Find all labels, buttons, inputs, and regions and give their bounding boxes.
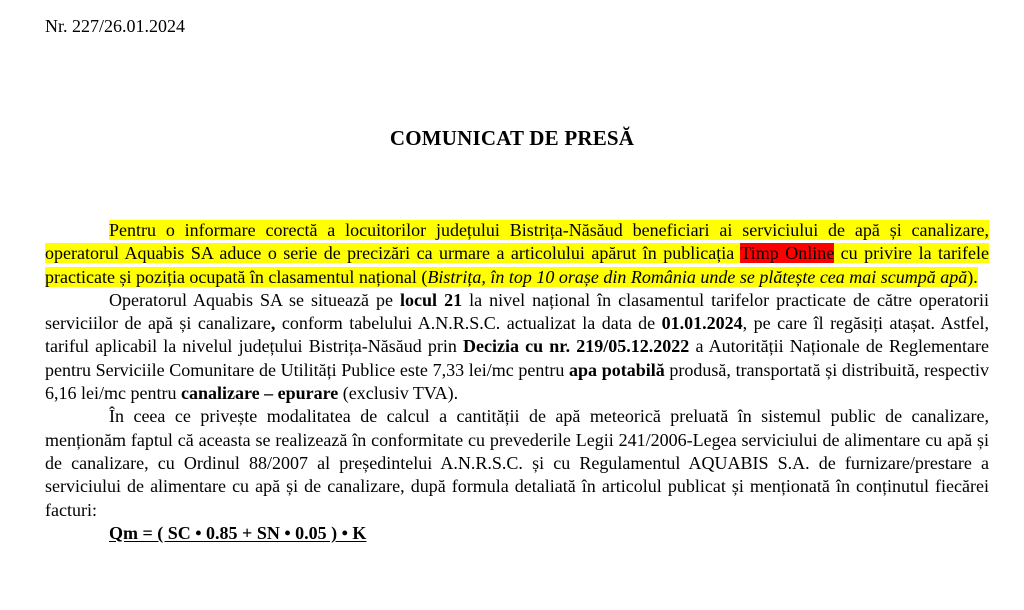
ranking-text-3: conform tabelului A.N.R.S.C. actualizat la data de xyxy=(275,313,662,334)
decision-reference: Decizia cu nr. 219/05.12.2022 xyxy=(463,336,690,357)
formula: Qm = ( SC • 0.85 + SN • 0.05 ) • K xyxy=(109,522,367,543)
paragraph-intro xyxy=(45,219,989,289)
document-body xyxy=(45,219,989,545)
ranking-text-2: la nivel național în clasamentul tarifelor practicate de către operatorii serviciilor de apă și canalizare xyxy=(45,289,990,334)
ranking-date: 01.01.2024 xyxy=(661,313,743,334)
potable-water-label: apa potabilă xyxy=(569,359,665,380)
paragraph-calculation: În ceea ce privește modalitatea de calcul a cantității de apă meteorică preluată în sistemul public de canalizare, menționăm faptul că aceasta se realizează în conformitate cu prevederile Legii 241/2006-Legea serviciului de alimentare cu apă și de canalizare, cu Ordinul 88/2007 al președintelui A.N.R.S.C. și cu Regulamentul AQUABIS S.A. de furnizare/prestare a serviciului de alimentare cu apă și de canalizare, după formula detaliată în articolul publicat și menționată în conținutul fiecărei facturi: xyxy=(45,406,989,520)
sewerage-label: canalizare – epurare xyxy=(180,383,339,404)
highlighted-text xyxy=(45,220,989,287)
ranking-text-4: , pe care îl regăsiți atașat. Astfel, tariful aplicabil la nivelul județului Bistrița-Năsăud prin xyxy=(45,313,989,357)
ranking-text-5: a Autorității Naționale de Reglementare pentru Serviciile Comunitare de Utilități Publice este 7,33 lei/mc pentru xyxy=(45,336,989,380)
document-number: Nr. 227/26.01.2024 xyxy=(45,16,186,36)
intro-text-b: cu privire la tarifele practicate și poziția ocupată în clasamentul național ( xyxy=(45,243,989,287)
document-title: COMUNICAT DE PRESĂ xyxy=(389,126,635,150)
paragraph-ranking xyxy=(45,289,989,405)
article-title-quote: Bistrița, în top 10 orașe din România unde se plătește cea mai scumpă apă xyxy=(427,266,968,287)
ranking-text-7: (exclusiv TVA). xyxy=(338,383,459,404)
ranking-comma: , xyxy=(270,313,276,334)
ranking-position: locul 21 xyxy=(400,289,463,310)
intro-text-c: ). xyxy=(967,266,978,287)
ranking-text-6: produsă, transportată și distribuită, respectiv 6,16 lei/mc pentru xyxy=(45,359,990,404)
publication-name: Timp Online xyxy=(740,243,835,264)
ranking-text-1: Operatorul Aquabis SA se situează pe xyxy=(109,289,401,310)
intro-text-a: Pentru o informare corectă a locuitorilor județului Bistrița-Năsăud beneficiari ai serviciului de apă și canalizare, operatorul Aquabis SA aduce o serie de precizări ca urmare a articolului apărut în publicația xyxy=(45,220,989,264)
